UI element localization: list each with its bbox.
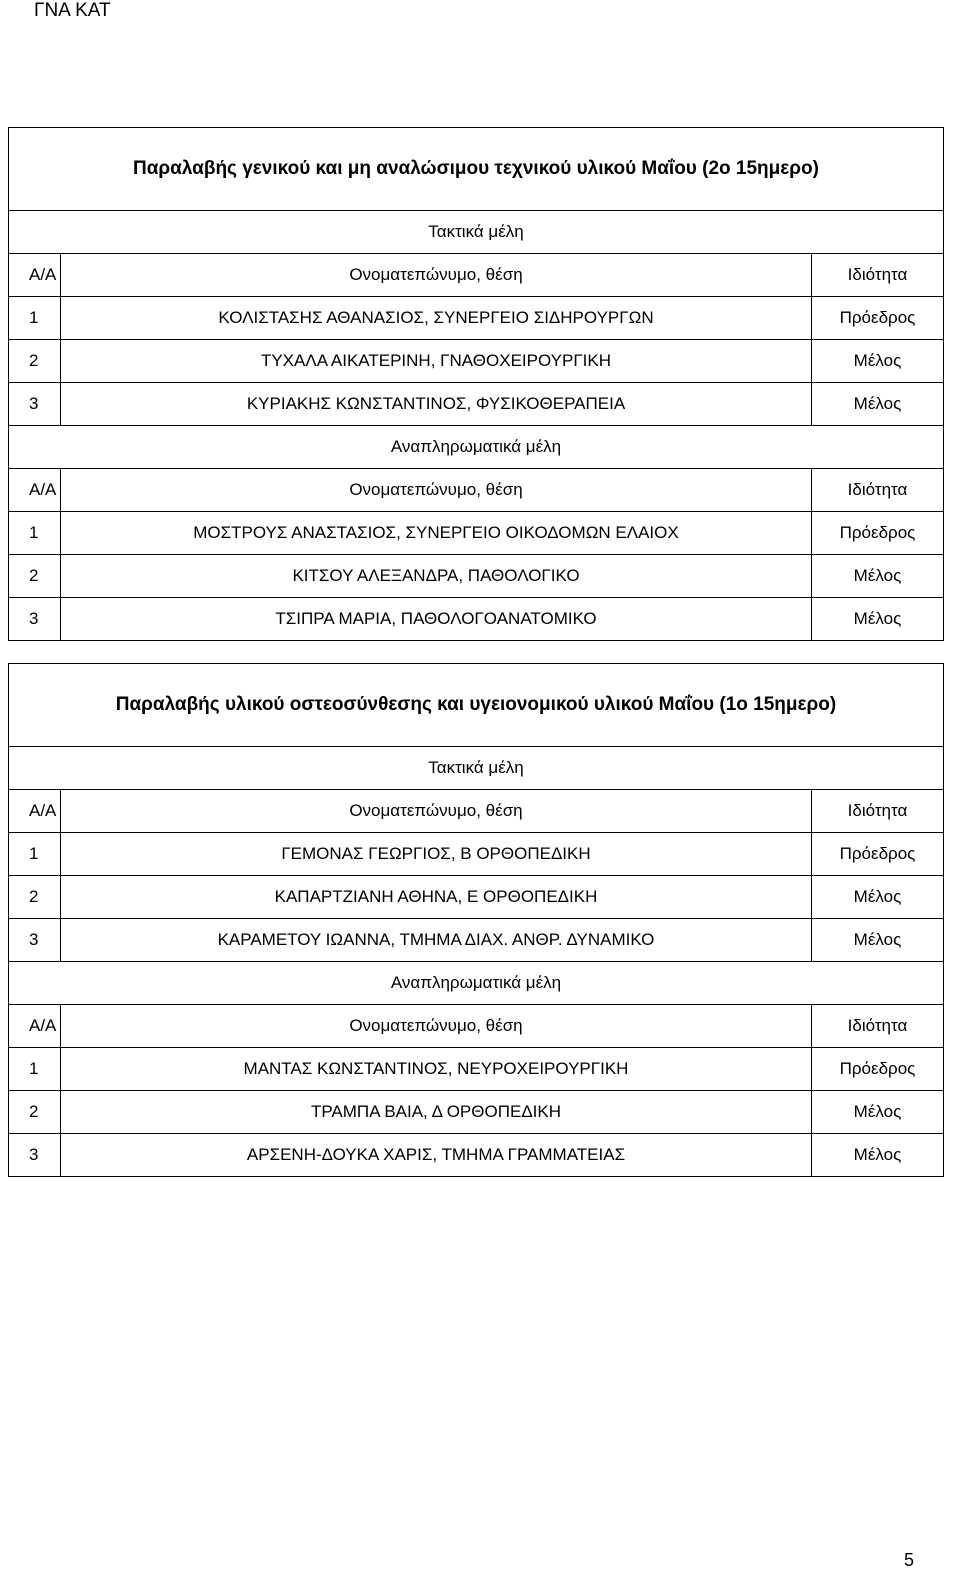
member-role: Μέλος — [811, 1091, 943, 1134]
column-header-name: Ονοματεπώνυμο, θέση — [61, 254, 812, 297]
member-name: ΑΡΣΕΝΗ-ΔΟΥΚΑ ΧΑΡΙΣ, ΤΜΗΜΑ ΓΡΑΜΜΑΤΕΙΑΣ — [61, 1134, 812, 1177]
member-name: ΤΥΧΑΛΑ ΑΙΚΑΤΕΡΙΝΗ, ΓΝΑΘΟΧΕΙΡΟΥΡΓΙΚΗ — [61, 340, 812, 383]
table-row — [9, 340, 944, 383]
member-name: ΓΕΜΟΝΑΣ ΓΕΩΡΓΙΟΣ, Β ΟΡΘΟΠΕΔΙΚΗ — [61, 833, 812, 876]
row-number: 1 — [9, 297, 61, 340]
member-name: ΚΥΡΙΑΚΗΣ ΚΩΝΣΤΑΝΤΙΝΟΣ, ΦΥΣΙΚΟΘΕΡΑΠΕΙΑ — [61, 383, 812, 426]
table-row — [9, 833, 944, 876]
column-header-role: Ιδιότητα — [812, 254, 944, 297]
column-header-aa: Α/Α — [9, 469, 61, 512]
section-row — [9, 426, 944, 469]
member-name: ΚΙΤΣΟΥ ΑΛΕΞΑΝΔΡΑ, ΠΑΘΟΛΟΓΙΚΟ — [61, 555, 812, 598]
section-row — [9, 211, 944, 254]
row-number: 2 — [9, 1091, 61, 1134]
section-row — [9, 962, 944, 1005]
table-row — [9, 1091, 944, 1134]
table-row — [9, 598, 944, 641]
row-number: 1 — [9, 833, 61, 876]
column-header-aa: Α/Α — [9, 1005, 61, 1048]
section-label-alternate: Αναπληρωματικά μέλη — [9, 426, 944, 469]
header-text: ΓΝΑ ΚΑΤ — [34, 0, 111, 21]
member-role: Μέλος — [812, 598, 944, 641]
column-header-role: Ιδιότητα — [811, 790, 943, 833]
section-label-alternate: Αναπληρωματικά μέλη — [9, 962, 944, 1005]
member-role: Πρόεδρος — [812, 512, 944, 555]
member-role: Πρόεδρος — [811, 833, 943, 876]
column-header-role: Ιδιότητα — [811, 1005, 943, 1048]
table-row — [9, 512, 944, 555]
member-name: ΚΟΛΙΣΤΑΣΗΣ ΑΘΑΝΑΣΙΟΣ, ΣΥΝΕΡΓΕΙΟ ΣΙΔΗΡΟΥΡΓΩΝ — [61, 297, 812, 340]
column-header-aa: Α/Α — [9, 254, 61, 297]
row-number: 1 — [9, 1048, 61, 1091]
row-number: 3 — [9, 1134, 61, 1177]
table-row — [9, 297, 944, 340]
row-number: 2 — [9, 876, 61, 919]
member-role: Μέλος — [812, 340, 944, 383]
committee-title: Παραλαβής υλικού οστεοσύνθεσης και υγειονομικού υλικού Μαΐου (1ο 15ημερο) — [9, 664, 944, 747]
committee-table — [8, 127, 944, 641]
member-role: Μέλος — [811, 919, 943, 962]
column-header-name: Ονοματεπώνυμο, θέση — [61, 790, 812, 833]
member-role: Μέλος — [811, 1134, 943, 1177]
row-number: 3 — [9, 598, 61, 641]
table-row — [9, 919, 944, 962]
section-row — [9, 747, 944, 790]
header-row — [9, 790, 944, 833]
table-row — [9, 876, 944, 919]
row-number: 3 — [9, 383, 61, 426]
member-name: ΚΑΡΑΜΕΤΟΥ ΙΩΑΝΝΑ, ΤΜΗΜΑ ΔΙΑΧ. ΑΝΘΡ. ΔΥΝΑΜΙΚΟ — [61, 919, 812, 962]
committee-table — [8, 663, 944, 1177]
row-number: 2 — [9, 555, 61, 598]
member-role: Μέλος — [812, 555, 944, 598]
column-header-aa: Α/Α — [9, 790, 61, 833]
table-row — [9, 1048, 944, 1091]
column-header-name: Ονοματεπώνυμο, θέση — [61, 469, 812, 512]
member-role: Πρόεδρος — [812, 297, 944, 340]
header-row — [9, 469, 944, 512]
header-row — [9, 254, 944, 297]
member-role: Πρόεδρος — [811, 1048, 943, 1091]
header-row — [9, 1005, 944, 1048]
table-row — [9, 555, 944, 598]
section-label-regular: Τακτικά μέλη — [9, 211, 944, 254]
table-row — [9, 1134, 944, 1177]
member-name: ΚΑΠΑΡΤΖΙΑΝΗ ΑΘΗΝΑ, Ε ΟΡΘΟΠΕΔΙΚΗ — [61, 876, 812, 919]
member-name: ΤΡΑΜΠΑ ΒΑΙΑ, Δ ΟΡΘΟΠΕΔΙΚΗ — [61, 1091, 812, 1134]
member-name: ΤΣΙΠΡΑ ΜΑΡΙΑ, ΠΑΘΟΛΟΓΟΑΝΑΤΟΜΙΚΟ — [61, 598, 812, 641]
row-number: 1 — [9, 512, 61, 555]
member-role: Μέλος — [812, 383, 944, 426]
row-number: 3 — [9, 919, 61, 962]
section-label-regular: Τακτικά μέλη — [9, 747, 944, 790]
committee-title-row — [9, 664, 944, 747]
member-name: ΜΑΝΤΑΣ ΚΩΝΣΤΑΝΤΙΝΟΣ, ΝΕΥΡΟΧΕΙΡΟΥΡΓΙΚΗ — [61, 1048, 812, 1091]
table-row — [9, 383, 944, 426]
row-number: 2 — [9, 340, 61, 383]
column-header-role: Ιδιότητα — [812, 469, 944, 512]
committee-title-row — [9, 128, 944, 211]
member-role: Μέλος — [811, 876, 943, 919]
committee-title: Παραλαβής γενικού και μη αναλώσιμου τεχνικού υλικού Μαΐου (2ο 15ημερο) — [9, 128, 944, 211]
page-number: 5 — [904, 1550, 915, 1570]
column-header-name: Ονοματεπώνυμο, θέση — [61, 1005, 812, 1048]
member-name: ΜΟΣΤΡΟΥΣ ΑΝΑΣΤΑΣΙΟΣ, ΣΥΝΕΡΓΕΙΟ ΟΙΚΟΔΟΜΩΝ ΕΛΑΙΟΧ — [61, 512, 812, 555]
